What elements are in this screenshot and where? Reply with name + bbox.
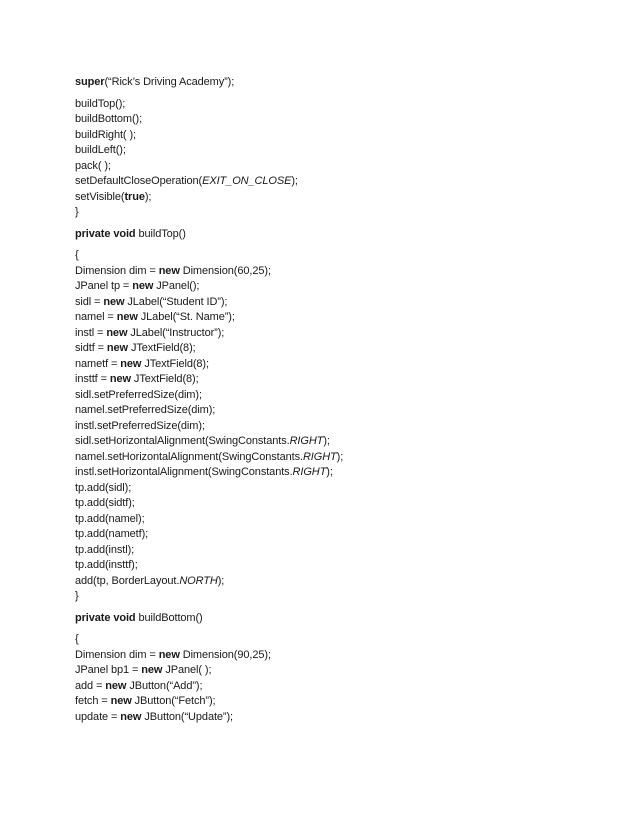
code-token: tp.add(instl); <box>75 543 135 556</box>
code-token: nametf = <box>75 357 121 370</box>
keyword-token: new <box>116 311 138 323</box>
code-line <box>75 264 595 280</box>
code-token: Dimension dim = <box>75 648 159 661</box>
keyword-token: new <box>158 264 180 277</box>
code-token: ); <box>326 466 333 478</box>
code-token: tp.add(namel); <box>75 512 145 525</box>
code-token: ); <box>217 574 225 587</box>
code-token: instl.setPreferredSize(dim); <box>75 419 205 432</box>
code-token: instl.setHorizontalAlignment(SwingConstants. <box>75 466 293 478</box>
code-token: buildBottom() <box>135 611 203 624</box>
code-line <box>75 341 595 357</box>
code-token: tp.add(sidtf); <box>75 497 135 509</box>
code-token: sidl.setPreferredSize(dim); <box>75 388 202 401</box>
code-line <box>75 403 595 419</box>
code-line <box>75 310 595 326</box>
code-token: ); <box>323 435 330 447</box>
code-line <box>75 75 595 91</box>
code-line <box>75 512 595 528</box>
constant-token: RIGHT <box>302 450 337 463</box>
code-token: Dimension(60,25); <box>179 264 271 277</box>
code-line <box>75 632 595 648</box>
keyword-token: private void <box>75 611 136 624</box>
code-token: JLabel(“Student ID”); <box>124 295 228 308</box>
constant-token: RIGHT <box>292 466 327 478</box>
code-line <box>75 558 595 574</box>
keyword-token: private void <box>75 227 136 240</box>
keyword-token: new <box>103 295 125 308</box>
code-token: JLabel(“Instructor”); <box>127 326 225 339</box>
code-token: ); <box>336 450 344 463</box>
code-token: ); <box>144 190 152 203</box>
code-line <box>75 372 595 388</box>
code-token: } <box>75 590 79 602</box>
code-line <box>75 543 595 559</box>
code-token: JButton(“Add”); <box>126 679 203 692</box>
code-token: JPanel( ); <box>162 664 212 676</box>
keyword-token: new <box>110 695 132 707</box>
code-line <box>75 496 595 512</box>
code-line <box>75 663 595 679</box>
code-line <box>75 128 595 144</box>
code-line <box>75 589 595 605</box>
code-line <box>75 527 595 543</box>
code-token: sidl.setHorizontalAlignment(SwingConstants. <box>75 435 290 447</box>
keyword-token: new <box>106 342 129 354</box>
code-token: buildRight( ); <box>75 128 136 141</box>
code-token: update = <box>75 710 121 723</box>
code-block <box>75 227 595 243</box>
constant-token: RIGHT <box>289 435 324 447</box>
code-token: buildTop(); <box>75 97 126 110</box>
keyword-token: new <box>120 357 142 370</box>
code-token: tp.add(insttf); <box>75 559 138 571</box>
code-token: buildLeft(); <box>75 144 126 156</box>
code-line <box>75 434 595 450</box>
keyword-token: new <box>132 280 154 292</box>
code-line <box>75 326 595 342</box>
code-token: JTextField(8); <box>128 342 196 354</box>
code-line <box>75 710 595 726</box>
code-token: namel = <box>75 311 117 323</box>
constant-token: EXIT_ON_CLOSE <box>202 175 292 187</box>
code-line <box>75 174 595 190</box>
code-line <box>75 450 595 466</box>
code-token: JTextField(8); <box>130 373 199 385</box>
code-token: JPanel bp1 = <box>75 664 142 676</box>
code-token: namel.setHorizontalAlignment(SwingConstants. <box>75 450 303 463</box>
code-line <box>75 190 595 206</box>
code-block <box>75 75 595 91</box>
code-token: setDefaultCloseOperation( <box>75 175 203 187</box>
code-line <box>75 143 595 159</box>
code-token: namel.setPreferredSize(dim); <box>75 404 216 416</box>
code-document <box>75 75 595 725</box>
code-token: setVisible( <box>75 190 125 203</box>
code-token: pack( ); <box>75 159 111 172</box>
code-line <box>75 679 595 695</box>
code-token: JTextField(8); <box>141 357 209 370</box>
keyword-token: true <box>124 190 145 203</box>
code-token: { <box>75 249 79 261</box>
code-block <box>75 248 595 605</box>
code-token: Dimension(90,25); <box>179 648 271 661</box>
code-token: JLabel(“St. Name”); <box>137 311 235 323</box>
code-line <box>75 279 595 295</box>
code-line <box>75 227 595 243</box>
code-token: add(tp, BorderLayout. <box>75 574 180 587</box>
code-token: ); <box>291 175 298 187</box>
code-token: fetch = <box>75 695 111 707</box>
keyword-token: new <box>106 326 128 339</box>
code-token: JPanel(); <box>153 280 200 292</box>
code-line <box>75 357 595 373</box>
code-line <box>75 159 595 175</box>
code-token: Dimension dim = <box>75 264 159 277</box>
code-line <box>75 611 595 627</box>
code-block <box>75 632 595 725</box>
constant-token: NORTH <box>179 574 218 587</box>
code-line <box>75 248 595 264</box>
code-line <box>75 388 595 404</box>
code-line <box>75 97 595 113</box>
code-token: JPanel tp = <box>75 280 133 292</box>
code-token: buildBottom(); <box>75 113 143 125</box>
code-token: { <box>75 633 79 645</box>
code-token: instl = <box>75 326 107 339</box>
code-token: add = <box>75 679 106 692</box>
code-block <box>75 97 595 221</box>
code-line <box>75 648 595 664</box>
code-line <box>75 465 595 481</box>
code-token: tp.add(sidl); <box>75 481 132 494</box>
code-token: sidl = <box>75 295 104 308</box>
code-block <box>75 611 595 627</box>
code-token: insttf = <box>75 373 110 385</box>
code-token: JButton(“Fetch”); <box>131 695 216 707</box>
code-token: (“Rick’s Driving Academy”); <box>104 76 235 88</box>
code-token: sidtf = <box>75 342 107 354</box>
code-line <box>75 694 595 710</box>
code-line <box>75 481 595 497</box>
keyword-token: new <box>120 710 142 723</box>
keyword-token: new <box>109 373 131 385</box>
keyword-token: new <box>105 679 127 692</box>
code-line <box>75 112 595 128</box>
code-line <box>75 574 595 590</box>
code-line <box>75 205 595 221</box>
code-token: tp.add(nametf); <box>75 528 149 540</box>
code-line <box>75 419 595 435</box>
code-token: buildTop() <box>135 227 186 240</box>
keyword-token: new <box>141 664 163 676</box>
keyword-token: super <box>75 76 105 88</box>
keyword-token: new <box>158 648 180 661</box>
code-token: } <box>75 206 79 218</box>
code-token: JButton(“Update”); <box>141 710 234 723</box>
code-line <box>75 295 595 311</box>
